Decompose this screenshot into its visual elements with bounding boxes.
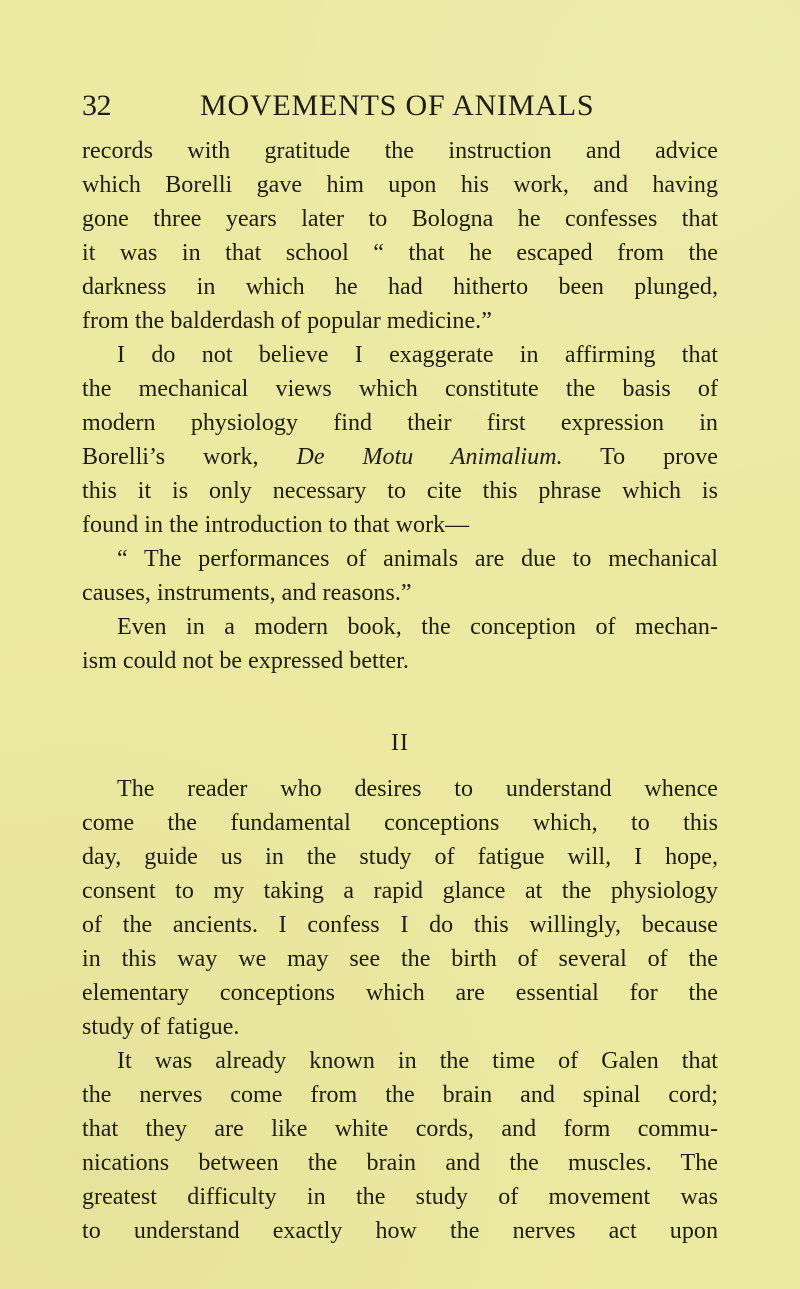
text-line-7: I do not believe I exaggerate in affirming that [117, 342, 718, 368]
text-line-5: darkness in which he had hitherto been plunged, [82, 274, 718, 300]
section-gap [82, 678, 718, 726]
text-line-21: of the ancients. I confess I do this willingly, because [82, 912, 718, 938]
text-line-29: greatest difficulty in the study of movement was [82, 1184, 718, 1210]
running-title: MOVEMENTS OF ANIMALS [200, 89, 595, 122]
text-line-19: day, guide us in the study of fatigue will, I hope, [82, 844, 718, 870]
page-header [82, 86, 722, 126]
text-line-8: the mechanical views which constitute the basis of [82, 376, 718, 402]
page-number: 32 [82, 89, 111, 122]
text-line-10-part-1: Borelli’s work, [82, 444, 297, 470]
text-line-20: consent to my taking a rapid glance at the physiology [82, 878, 718, 904]
text-line-28: nications between the brain and the muscles. The [82, 1150, 718, 1176]
text-line-15: Even in a modern book, the conception of mechan- [117, 614, 718, 640]
section-heading: II [391, 730, 409, 756]
text-line-11: this it is only necessary to cite this phrase which is [82, 478, 718, 504]
text-line-9: modern physiology find their first expression in [82, 410, 718, 436]
text-line-3: gone three years later to Bologna he confesses that [82, 206, 718, 232]
text-line-2: which Borelli gave him upon his work, and having [82, 172, 718, 198]
text-line-4: it was in that school “ that he escaped from the [82, 240, 718, 266]
text-line-22: in this way we may see the birth of several of the [82, 946, 718, 972]
text-line-12: found in the introduction to that work— [82, 512, 470, 538]
text-line-17: The reader who desires to understand whence [117, 776, 718, 802]
page-body [82, 134, 718, 1248]
text-line-10-part-3: To prove [562, 444, 718, 470]
text-line-18: come the fundamental conceptions which, to this [82, 810, 718, 836]
text-line-25: It was already known in the time of Galen that [117, 1048, 718, 1074]
text-line-27: that they are like white cords, and form commu- [82, 1116, 718, 1142]
text-line-1: records with gratitude the instruction and advice [82, 138, 718, 164]
text-line-16: ism could not be expressed better. [82, 648, 409, 674]
text-line-23: elementary conceptions which are essential for the [82, 980, 718, 1006]
text-line-13: “ The performances of animals are due to mechanical [117, 546, 718, 572]
text-line-14: causes, instruments, and reasons.” [82, 580, 412, 606]
text-line-10 [82, 440, 718, 474]
section-gap-bottom [82, 760, 718, 772]
text-line-24: study of fatigue. [82, 1014, 240, 1040]
book-title: De Motu Animalium. [296, 444, 563, 470]
text-line-6: from the balderdash of popular medicine.” [82, 308, 492, 334]
text-line-30: to understand exactly how the nerves act upon [82, 1218, 718, 1244]
text-line-26: the nerves come from the brain and spinal cord; [82, 1082, 718, 1108]
